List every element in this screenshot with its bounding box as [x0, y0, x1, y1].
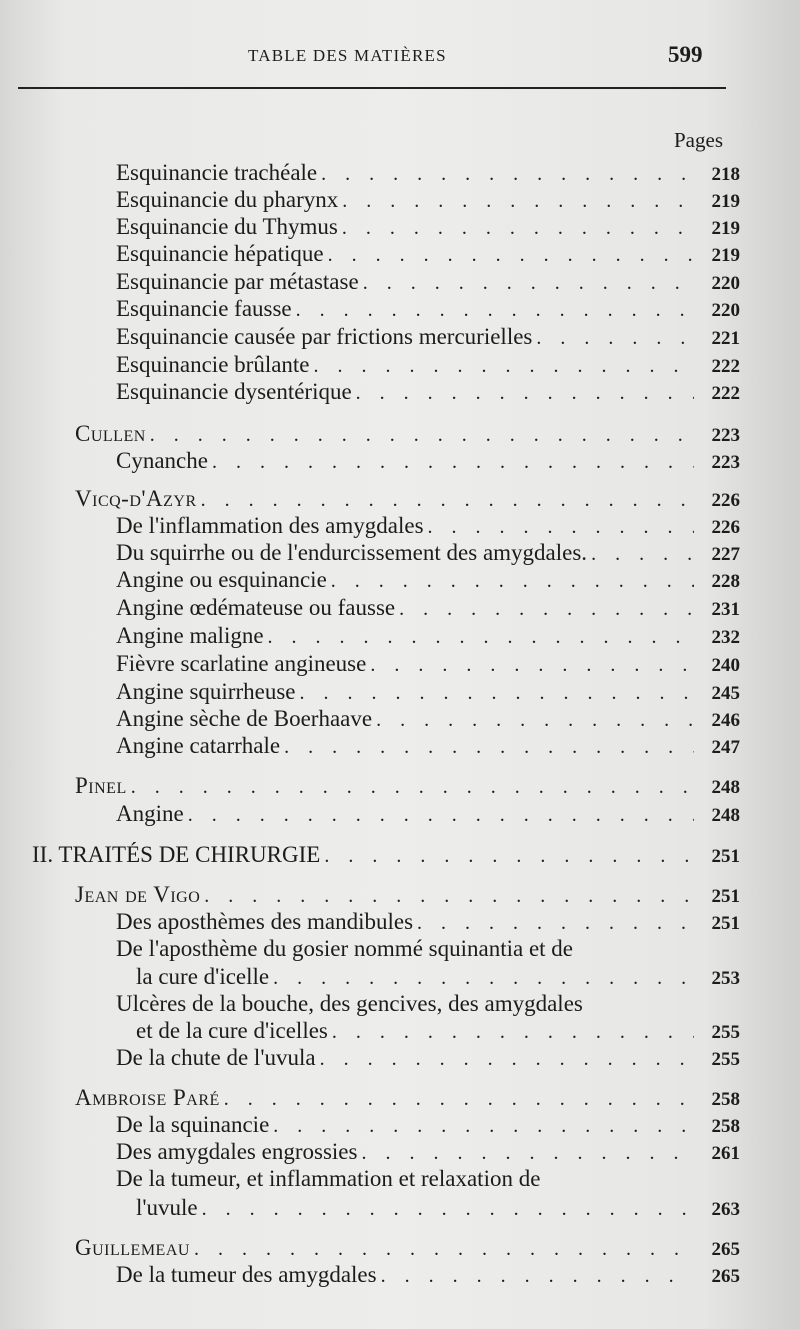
toc-entry: et de la cure d'icelles . . . 255	[136, 1018, 740, 1046]
running-head: TABLE DES MATIÈRES	[248, 46, 447, 65]
toc-author-entry: Pinel . . . 248	[75, 773, 740, 801]
toc-entry: Des amygdales engrossies . . . 261	[116, 1139, 740, 1167]
toc-entry: De la tumeur des amygdales . . . 265	[116, 1262, 740, 1290]
toc-entry: Angine maligne . . . 232	[116, 623, 740, 651]
toc-entry: Angine sèche de Boerhaave . . . 246	[116, 706, 740, 734]
toc-author-entry: Vicq-d'Azyr . . . 226	[75, 486, 740, 514]
toc-entry: Fièvre scarlatine angineuse . . . 240	[116, 651, 740, 679]
toc-entry: Du squirrhe ou de l'endurcissement des amygdales. . . . 227	[116, 540, 740, 568]
toc-entry: De la squinancie . . . 258	[116, 1112, 740, 1140]
toc-section-heading: II. TRAITÉS DE CHIRURGIE . . . 251	[32, 842, 740, 870]
toc-entry: l'uvule . . . 263	[136, 1195, 740, 1223]
toc-entry: Angine squirrheuse . . . 245	[116, 679, 740, 707]
toc-entry-line: De l'aposthème du gosier nommé squinantia et de	[116, 936, 574, 961]
toc-entry: Esquinancie trachéale . . . 218	[116, 160, 740, 188]
toc-author-entry: Ambroise Paré . . . 258	[75, 1085, 740, 1113]
toc-entry: Angine œdémateuse ou fausse . . . 231	[116, 595, 740, 623]
toc-entry: Esquinancie fausse . . . 220	[116, 296, 740, 324]
toc-entry: Angine catarrhale . . . 247	[116, 733, 740, 761]
toc-entry: De la chute de l'uvula . . . 255	[116, 1045, 740, 1073]
toc-entry: la cure d'icelle . . . 253	[136, 964, 740, 992]
toc-entry-line: Ulcères de la bouche, des gencives, des amygdales	[116, 991, 583, 1016]
toc-entry: Angine . . . 248	[116, 801, 740, 829]
toc-author-entry: Guillemeau . . . 265	[75, 1235, 740, 1263]
toc-author-entry: Cullen . . . 223	[75, 421, 740, 449]
toc-entry: Esquinancie hépatique . . . 219	[116, 241, 740, 269]
toc-entry: De l'inflammation des amygdales . . . 226	[116, 513, 740, 541]
toc-entry: Esquinancie brûlante . . . 222	[116, 352, 740, 380]
page-number: 599	[668, 42, 703, 67]
toc-entry: Esquinancie causée par frictions mercurielles . . . 221	[116, 324, 740, 352]
header-rule	[18, 87, 726, 89]
toc-entry: Cynanche . . . 223	[116, 448, 740, 476]
toc-entry: Esquinancie du pharynx . . . 219	[116, 187, 740, 215]
toc-entry: Angine ou esquinancie . . . 228	[116, 567, 740, 595]
toc-entry-line: De la tumeur, et inflammation et relaxation de	[116, 1166, 541, 1191]
toc-entry: Esquinancie par métastase . . . 220	[116, 269, 740, 297]
pages-column-label: Pages	[674, 128, 723, 152]
toc-entry: Esquinancie dysentérique . . . 222	[116, 379, 740, 407]
toc-entry: Esquinancie du Thymus . . . 219	[116, 214, 740, 242]
toc-entry: Des aposthèmes des mandibules . . . 251	[116, 909, 740, 937]
toc-author-entry: Jean de Vigo . . . 251	[75, 882, 740, 910]
